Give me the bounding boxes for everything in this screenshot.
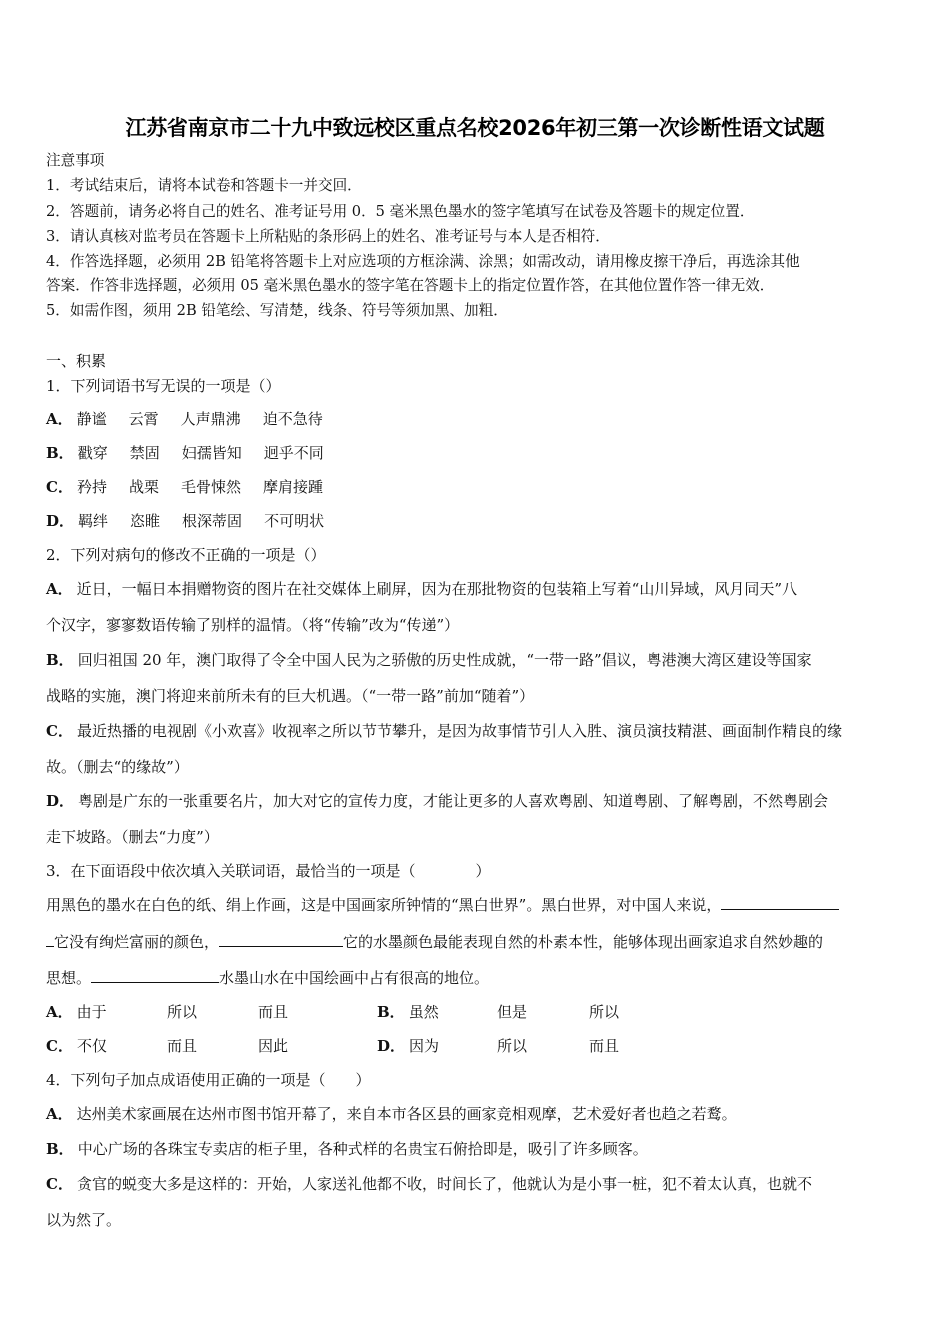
option-word: 不可明状 <box>264 512 325 530</box>
option-label: B． <box>46 444 74 462</box>
fill-blank-3 <box>91 968 219 983</box>
notice-item: 5．如需作图，须用 2B 铅笔绘、写清楚，线条、符号等须加黑、加粗． <box>46 302 508 319</box>
option-word: 而且 <box>589 1037 620 1055</box>
option-word: 虽然 <box>408 1003 439 1021</box>
passage-text: 它的水墨颜色最能表现自然的朴素本性，能够体现出画家追求自然妙趣的 <box>343 933 824 951</box>
q4-option-a <box>46 1104 737 1124</box>
option-word: 禁固 <box>129 444 160 462</box>
option-word: 而且 <box>258 1003 289 1021</box>
question-2-stem: 2．下列对病句的修改不正确的一项是（） <box>46 546 326 564</box>
question-4-stem: 4．下列句子加点成语使用正确的一项是（ ） <box>46 1071 371 1089</box>
option-word: 所以 <box>497 1037 528 1055</box>
notice-item: 4．作答选择题，必须用 2B 铅笔将答题卡上对应选项的方框涂满、涂黑；如需改动，请用橡皮擦干净后，再选涂其他 <box>46 253 800 270</box>
option-word: 不仅 <box>76 1037 107 1055</box>
option-word: 因此 <box>258 1037 289 1055</box>
q2-option-d-line1 <box>46 791 828 811</box>
option-word: 毛骨悚然 <box>180 478 241 496</box>
question-3-stem: 3．在下面语段中依次填入关联词语，最恰当的一项是（ ） <box>46 862 491 880</box>
q4-option-c-line1 <box>46 1174 812 1194</box>
q3-options-row1 <box>46 1002 666 1022</box>
fill-blank-1-cont <box>46 932 54 947</box>
option-word: 所以 <box>589 1003 620 1021</box>
option-word: 迥乎不同 <box>263 444 324 462</box>
option-word: 人声鼎沸 <box>180 410 241 428</box>
q2-option-b-line1 <box>46 650 812 670</box>
q1-option-b <box>46 443 324 463</box>
fill-blank-2 <box>219 932 343 947</box>
notice-item: 3．请认真核对监考员在答题卡上所粘贴的条形码上的姓名、准考证号与本人是否相符． <box>46 228 610 245</box>
option-label: D． <box>46 512 75 530</box>
option-label: C． <box>46 722 73 740</box>
option-text: 达州美术家画展在达州市图书馆开幕了，来自本市各区县的画家竞相观摩，艺术爱好者也趋之若鹜。 <box>76 1105 737 1123</box>
option-label: B． <box>46 651 74 669</box>
question-1-stem: 1．下列词语书写无误的一项是（） <box>46 377 281 395</box>
passage-text: 思想。 <box>46 969 92 987</box>
option-word: 因为 <box>409 1037 440 1055</box>
option-word: 而且 <box>167 1037 198 1055</box>
q3-passage-line1 <box>46 895 839 915</box>
option-text: 贪官的蜕变大多是这样的：开始，人家送礼他都不收，时间长了，他就认为是小事一桩，犯不着太认真，也就不 <box>76 1175 812 1193</box>
option-text: 最近热播的电视剧《小欢喜》收视率之所以节节攀升，是因为故事情节引人入胜、演员演技精湛、画面制作精良的缘 <box>76 722 842 740</box>
q2-option-b-line2: 战略的实施，澳门将迎来前所未有的巨大机遇。（“一带一路”前加“随着”） <box>46 687 535 705</box>
option-label: D． <box>377 1037 406 1055</box>
option-word: 静谧 <box>76 410 107 428</box>
q3-passage-line3 <box>46 968 489 988</box>
q1-option-a <box>46 409 323 429</box>
option-text: 中心广场的各珠宝专卖店的柜子里，各种式样的名贵宝石俯拾即是，吸引了许多顾客。 <box>77 1140 648 1158</box>
option-word: 矜持 <box>76 478 107 496</box>
option-word: 恣睢 <box>130 512 161 530</box>
option-text: 粤剧是广东的一张重要名片，加大对它的宣传力度，才能让更多的人喜欢粤剧、知道粤剧、了解粤剧，不然粤剧会 <box>78 792 829 810</box>
option-word: 由于 <box>76 1003 107 1021</box>
option-word: 摩肩接踵 <box>263 478 324 496</box>
q2-option-a-line1 <box>46 579 797 599</box>
option-text: 近日，一幅日本捐赠物资的图片在社交媒体上刷屏，因为在那批物资的包装箱上写着“山川异域，风月同天”八 <box>76 580 797 598</box>
q3-option-c <box>46 1036 107 1056</box>
q3-option-a <box>46 1002 107 1022</box>
q1-option-d <box>46 511 324 531</box>
option-word: 云霄 <box>128 410 159 428</box>
section-heading: 一、积累 <box>46 352 107 370</box>
q3-passage-line2 <box>46 932 823 952</box>
q3-options-row2 <box>46 1036 666 1056</box>
option-label: C． <box>46 1037 73 1055</box>
passage-text: 用黑色的墨水在白色的纸、绢上作画，这是中国画家所钟情的“黑白世界”。黑白世界，对中国人来说， <box>46 896 722 914</box>
q4-option-c-line2: 以为然了。 <box>46 1211 122 1229</box>
option-label: A． <box>46 1105 73 1123</box>
notice-item: 答案．作答非选择题，必须用 05 毫米黑色墨水的签字笔在答题卡上的指定位置作答，在其他位置作答一律无效． <box>46 277 775 294</box>
q2-option-c-line2: 故。（删去“的缘故”） <box>46 758 189 776</box>
fill-blank-1 <box>721 895 839 910</box>
q2-option-c-line1 <box>46 721 842 741</box>
notice-heading: 注意事项 <box>46 152 105 169</box>
option-label: A． <box>46 410 73 428</box>
option-word: 所以 <box>167 1003 198 1021</box>
option-label: A． <box>46 1003 73 1021</box>
q3-option-d <box>377 1036 439 1056</box>
option-word: 根深蒂固 <box>182 512 243 530</box>
notice-item: 2．答题前，请务必将自己的姓名、准考证号用 0．5 毫米黑色墨水的签字笔填写在试卷及答题卡的规定位置． <box>46 203 755 220</box>
option-label: C． <box>46 478 73 496</box>
q2-option-d-line2: 走下坡路。（删去“力度”） <box>46 828 219 846</box>
option-label: C． <box>46 1175 73 1193</box>
q2-option-a-line2: 个汉字，寥寥数语传输了别样的温情。（将“传输”改为“传递”） <box>46 616 460 634</box>
exam-title: 江苏省南京市二十九中致远校区重点名校2026年初三第一次诊断性语文试题 <box>125 116 825 140</box>
q4-option-b <box>46 1139 648 1159</box>
passage-text: 水墨山水在中国绘画中占有很高的地位。 <box>219 969 490 987</box>
notice-item: 1．考试结束后，请将本试卷和答题卡一并交回． <box>46 177 362 194</box>
option-label: D． <box>46 792 75 810</box>
option-word: 但是 <box>497 1003 528 1021</box>
option-word: 羁绊 <box>78 512 109 530</box>
passage-text: 它没有绚烂富丽的颜色， <box>54 933 220 951</box>
option-word: 战栗 <box>128 478 159 496</box>
option-word: 戳穿 <box>77 444 108 462</box>
q3-option-b <box>377 1002 439 1022</box>
option-word: 妇孺皆知 <box>181 444 242 462</box>
option-label: B． <box>46 1140 74 1158</box>
option-label: B． <box>377 1003 405 1021</box>
option-word: 迫不急待 <box>262 410 323 428</box>
q1-option-c <box>46 477 323 497</box>
option-label: A． <box>46 580 73 598</box>
option-text: 回归祖国 20 年，澳门取得了令全中国人民为之骄傲的历史性成就，“一带一路”倡议，粤港澳大湾区建设等国家 <box>77 651 812 669</box>
